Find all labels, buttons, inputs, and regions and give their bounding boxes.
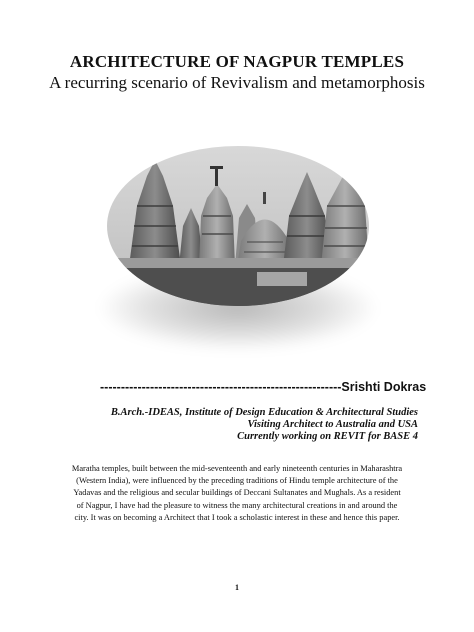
affiliation-current: Currently working on REVIT for BASE 4	[237, 431, 418, 442]
affiliation-education: B.Arch.-IDEAS, Institute of Design Education & Architectural Studies	[110, 407, 418, 418]
document-subtitle: A recurring scenario of Revivalism and metamorphosis	[49, 73, 425, 92]
document-title: ARCHITECTURE OF NAGPUR TEMPLES	[69, 52, 405, 71]
page-number: 1	[235, 583, 239, 592]
temple-photo	[107, 146, 369, 306]
affiliation-visiting: Visiting Architect to Australia and USA	[247, 419, 418, 430]
temple-photo-image	[107, 146, 369, 306]
abstract-paragraph: Maratha temples, built between the mid-seventeenth and early nineteenth centuries in Maharashtra (Western India), were influenced by the preceding traditions of Hindu temple architecture of the Yadavas and the religious and secular buildings of Deccani Sultanates and Mughals. As a resident of Nagpur, I have had the pleasure to witness the many architectural creations in and around the city. It was on becoming a Architect that I took a scholastic interest in these and hence this paper.	[71, 464, 403, 522]
author-line: ----------------------------------------------------------Srishti Dokras	[100, 380, 427, 394]
